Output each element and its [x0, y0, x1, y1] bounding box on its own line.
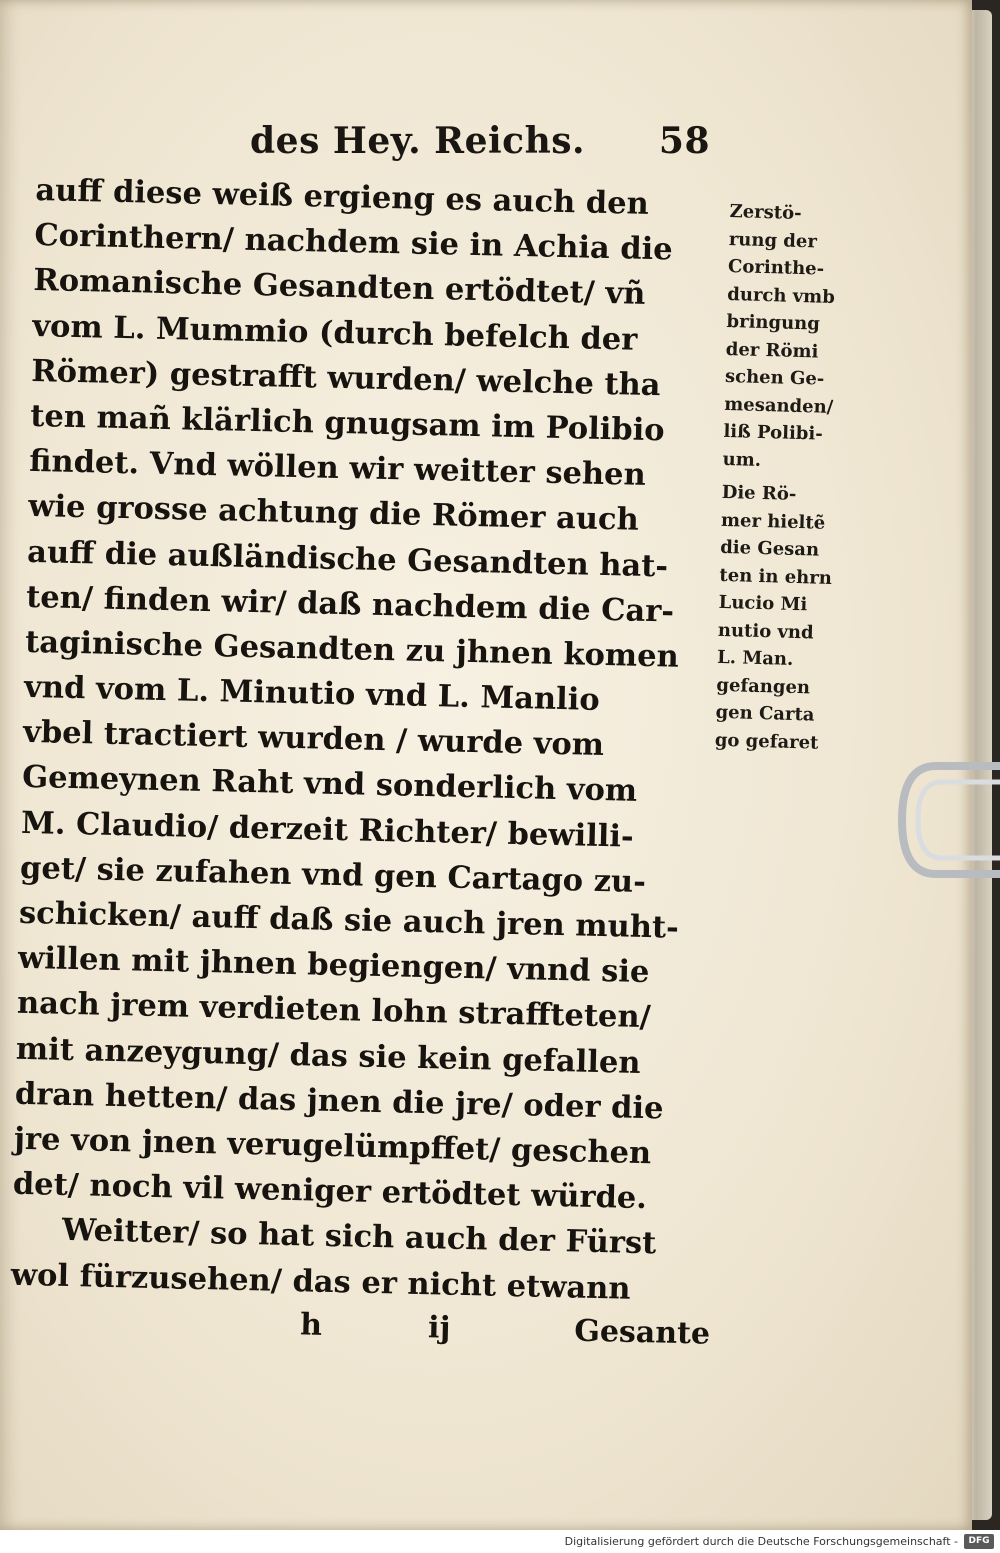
text-line: nach jrem verdieten lohn straffteten/: [16, 985, 652, 1036]
text-line: wie grosse achtung die Römer auch: [27, 488, 640, 539]
margin-note-line: L. Man.: [716, 646, 794, 670]
text-line: schicken/ auff daß sie auch jren muht-: [18, 894, 680, 946]
margin-note-line: mesanden/: [723, 393, 834, 418]
margin-note-line: um.: [722, 448, 762, 471]
text-line: vom L. Mummio (durch befelch der: [32, 307, 638, 358]
margin-note-line: der Römi: [725, 338, 819, 363]
margin-note-line: Die Rö-: [721, 481, 797, 505]
text-line: vnd vom L. Minutio vnd L. Manlio: [23, 668, 601, 718]
text-line: Gemeynen Raht vnd sonderlich vom: [21, 759, 638, 810]
margin-note-line: Zerstö-: [729, 200, 802, 225]
text-line: get/ sie zufahen vnd gen Cartago zu-: [19, 849, 647, 900]
paper-clip-icon: [896, 760, 1000, 880]
margin-note-line: liß Polibi-: [723, 420, 823, 445]
text-line: findet. Vnd wöllen wir weitter sehen: [28, 443, 647, 494]
margin-notes: [714, 198, 875, 764]
folio-number: 58: [658, 120, 710, 162]
text-line: M. Claudio/ derzeit Richter/ bewilli-: [20, 804, 635, 855]
running-head-title: des Hey. Reichs.: [250, 120, 586, 162]
margin-note: [714, 479, 867, 758]
text-line: jre von jnen verugelümpffet/ geschen: [13, 1120, 652, 1172]
signature-line: [300, 1307, 711, 1362]
dfg-logo: DFG: [964, 1534, 994, 1549]
margin-note-line: mer hieltẽ: [720, 509, 826, 534]
margin-note-line: rung der: [728, 228, 818, 252]
catchword: Gesante: [573, 1313, 711, 1352]
signature-mark: h: [299, 1307, 323, 1343]
margin-note-line: gefangen: [716, 674, 811, 698]
margin-note-line: ten in ehrn: [719, 564, 833, 589]
text-line: taginische Gesandten zu jhnen komen: [24, 623, 680, 675]
text-line: vbel tractiert wurden / wurde vom: [22, 714, 605, 764]
margin-note-line: schen Ge-: [724, 365, 825, 390]
text-line: Romanische Gesandten ertödtet/ vñ: [33, 262, 646, 313]
margin-note-line: durch vmb: [727, 283, 836, 308]
text-line: det/ noch vil weniger ertödtet würde.: [12, 1165, 648, 1217]
margin-note-line: nutio vnd: [717, 619, 814, 644]
text-line: Weitter/ so hat sich auch der Fürst: [61, 1212, 657, 1262]
text-line: Römer) gestrafft wurden/ welche tha: [30, 352, 661, 403]
margin-note-line: go gefaret: [714, 729, 819, 754]
margin-note-line: bringung: [726, 310, 821, 335]
margin-note-line: Lucio Mi: [718, 591, 808, 616]
running-head: [250, 116, 710, 166]
text-line: dran hetten/ das jnen die jre/ oder die: [14, 1075, 664, 1127]
text-line: mit anzeygung/ das sie kein gefallen: [15, 1030, 641, 1081]
footer-bar: [0, 1530, 1000, 1553]
footer-credit: Digitalisierung gefördert durch die Deutsche Forschungsgemeinschaft -: [564, 1535, 958, 1548]
text-line: auff diese weiß ergieng es auch den: [35, 171, 650, 222]
signature-number: ij: [427, 1310, 451, 1346]
text-line: ten/ finden wir/ daß nachdem die Car-: [25, 578, 675, 630]
main-text-block: [10, 168, 725, 1313]
text-line: ten mañ klärlich gnugsam im Polibio: [29, 397, 666, 449]
text-line: auff die außländische Gesandten hat-: [26, 533, 669, 584]
text-line: willen mit jhnen begiengen/ vnnd sie: [17, 939, 650, 991]
margin-note: [722, 198, 875, 477]
margin-note-line: Corinthe-: [727, 255, 825, 280]
margin-note-line: gen Carta: [715, 701, 815, 726]
text-line: Corinthern/ nachdem sie in Achia die: [34, 217, 674, 268]
margin-note-line: die Gesan: [719, 536, 820, 561]
text-line: wol fürzusehen/ das er nicht etwann: [10, 1256, 631, 1307]
